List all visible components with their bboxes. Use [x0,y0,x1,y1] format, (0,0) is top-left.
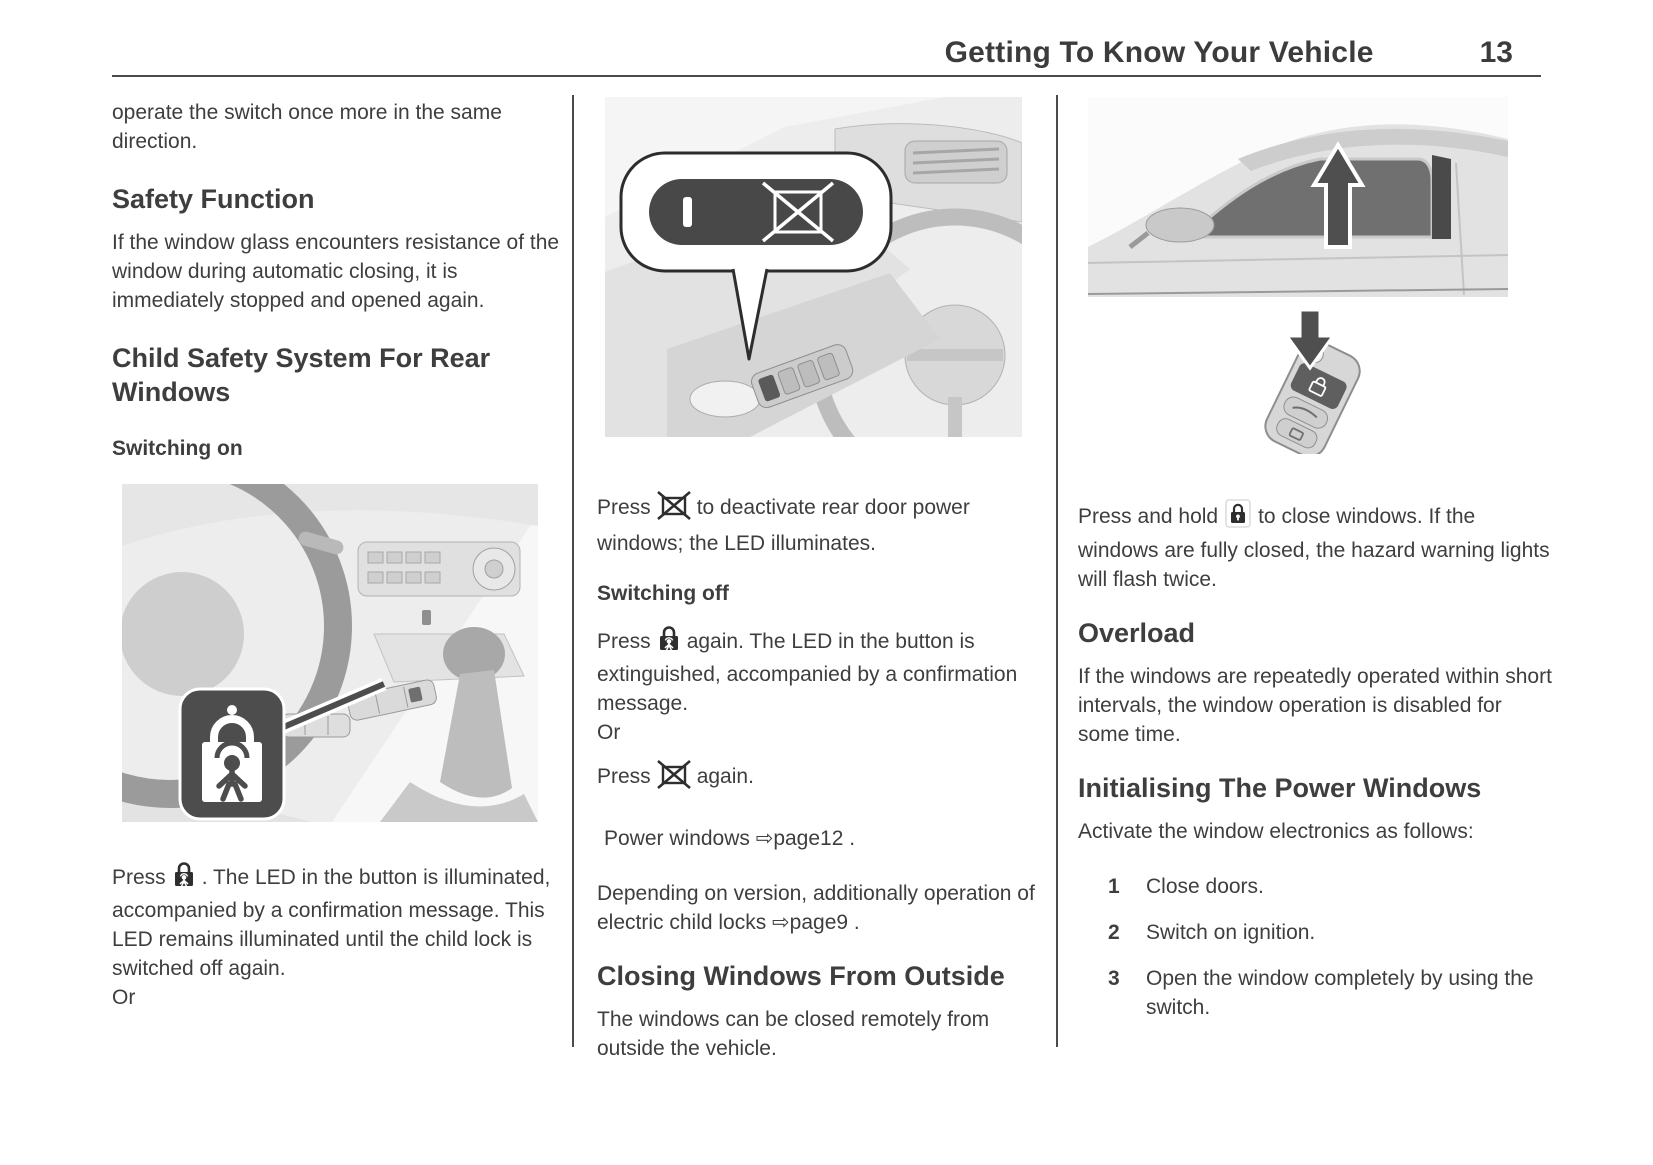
deactivate-suffix: to deactivate rear door power windows; the LED illuminates. [597,496,970,555]
step-number: 1 [1108,875,1120,898]
press-prefix: Press [597,496,651,519]
section-heading-overload: Overload [1078,618,1196,648]
initialising-paragraph: Activate the window electronics as follows: [1078,820,1474,843]
child-lock-icon [658,625,680,660]
interior-child-lock-illustration [122,484,538,822]
remote-key-figure [1228,308,1554,459]
press-hold-paragraph [1078,499,1554,594]
subheading-switching-off: Switching off [597,582,729,605]
press-again-paragraph [597,625,1039,718]
right-column [1078,97,1554,1022]
section-heading-closing-outside: Closing Windows From Outside [597,961,1005,991]
power-windows-reference: Power windows ⇨page12 . [604,827,856,850]
intro-paragraph: operate the switch once more in the same direction. [112,101,502,153]
left-column [112,98,560,1012]
door-switch-callout-illustration [605,97,1022,437]
press-hold-suffix: to close windows. If the windows are fully closed, the hazard warning lights will flash twice. [1078,505,1550,591]
press-childlock-paragraph [112,861,560,983]
press-suffix: . The LED in the button is illuminated, accompanied by a confirmation message. This LED remains illuminated until the child lock is switched off again. [112,866,551,980]
press-hold-prefix: Press and hold [1078,505,1219,529]
or-line: Or [112,986,136,1009]
step-text: Switch on ignition. [1146,921,1316,944]
press-prefix: Press [597,630,651,654]
window-closing-illustration [1088,97,1508,297]
step-text: Close doors. [1146,875,1264,898]
overload-paragraph: If the windows are repeatedly operated within short intervals, the window operation is disabled for some time. [1078,665,1552,746]
interior-child-lock-figure [122,484,560,827]
child-lock-icon [173,861,195,896]
section-heading-child-safety: Child Safety System For Rear Windows [112,343,491,407]
safety-function-paragraph: If the window glass encounters resistance of the window during automatic closing, it is immediately stopped and opened again. [112,231,560,312]
window-closing-figure [1088,97,1554,302]
closing-outside-paragraph: The windows can be closed remotely from outside the vehicle. [597,1008,990,1060]
middle-column [597,97,1039,1063]
list-item [1078,872,1554,901]
lock-icon [1225,499,1251,536]
step-number: 3 [1108,967,1120,990]
press-window-again-paragraph [597,759,1039,798]
step-text: Open the window completely by using the switch. [1146,967,1534,1019]
step-number: 2 [1108,921,1120,944]
deactivate-paragraph [597,490,1039,558]
press-prefix: Press [597,765,651,788]
column-divider [572,95,574,1047]
column-divider [1056,95,1058,1047]
initialising-steps [1078,872,1554,1022]
again-suffix: again. The LED in the button is extinguished, accompanied by a confirmation message. [597,630,1018,715]
header-rule [112,75,1541,77]
depending-version-paragraph: Depending on version, additionally operation of electric child locks ⇨page9 . [597,882,1035,934]
or-line: Or [597,721,621,744]
remote-key-illustration [1228,308,1388,454]
section-heading-initialising: Initialising The Power Windows [1078,773,1482,803]
press-again-suffix: again. [696,765,754,788]
page-title: Getting To Know Your Vehicle [944,36,1374,69]
list-item [1078,918,1554,947]
window-crossed-icon [656,759,692,798]
door-switch-figure [605,97,1039,442]
page-number: 13 [1479,36,1513,69]
section-heading-safety-function: Safety Function [112,184,315,214]
page-header [112,36,1541,70]
window-crossed-icon [656,490,692,529]
subheading-switching-on: Switching on [112,437,243,460]
press-prefix: Press [112,866,166,890]
list-item [1078,964,1554,1022]
